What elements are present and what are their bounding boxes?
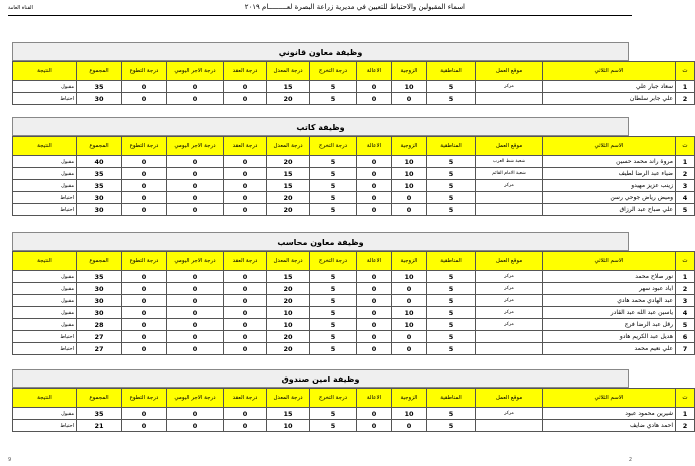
cell-daily-wage-score: 0	[167, 408, 224, 420]
cell-daily-wage-score: 0	[167, 420, 224, 432]
section-title: وظيفة معاون محاسب	[12, 232, 629, 251]
results-table	[12, 388, 695, 432]
cell-contract-score: 0	[224, 331, 267, 343]
cell-index: 5	[676, 319, 695, 331]
cell-dependents: 0	[357, 180, 392, 192]
cell-total: 40	[77, 156, 122, 168]
cell-marital: 10	[392, 307, 427, 319]
cell-gpa-score: 20	[267, 156, 310, 168]
cell-volunteer-score: 0	[122, 408, 167, 420]
cell-graduation-score: 5	[310, 271, 357, 283]
cell-regional: 5	[427, 168, 476, 180]
cell-marital: 10	[392, 180, 427, 192]
cell-total: 30	[77, 283, 122, 295]
column-header-daily-wage-score: درجة الاجر اليومي	[167, 252, 224, 271]
cell-marital: 10	[392, 81, 427, 93]
cell-total: 27	[77, 343, 122, 355]
section-assistant-accountant	[12, 232, 688, 355]
column-header-contract-score: درجة العقد	[224, 137, 267, 156]
cell-index: 3	[676, 180, 695, 192]
cell-total: 30	[77, 192, 122, 204]
cell-dependents: 0	[357, 307, 392, 319]
section-title: وظيفة كاتب	[12, 117, 629, 136]
cell-result: مقبول	[13, 307, 77, 319]
cell-work-location: مركز	[476, 180, 543, 192]
cell-graduation-score: 5	[310, 331, 357, 343]
table-row	[13, 408, 695, 420]
cell-marital: 0	[392, 331, 427, 343]
column-header-index: ت	[676, 62, 695, 81]
column-header-work-location: موقع العمل	[476, 62, 543, 81]
cell-contract-score: 0	[224, 408, 267, 420]
cell-gpa-score: 20	[267, 295, 310, 307]
cell-graduation-score: 5	[310, 93, 357, 105]
column-header-marital: الزوجية	[392, 137, 427, 156]
cell-gpa-score: 15	[267, 271, 310, 283]
cell-result: مقبول	[13, 283, 77, 295]
table-row	[13, 81, 695, 93]
cell-dependents: 0	[357, 192, 392, 204]
cell-dependents: 0	[357, 420, 392, 432]
column-header-dependents: الاعالة	[357, 137, 392, 156]
cell-graduation-score: 5	[310, 204, 357, 216]
cell-gpa-score: 10	[267, 307, 310, 319]
cell-regional: 5	[427, 156, 476, 168]
column-header-volunteer-score: درجة التطوع	[122, 389, 167, 408]
cell-volunteer-score: 0	[122, 319, 167, 331]
table-row	[13, 93, 695, 105]
cell-contract-score: 0	[224, 81, 267, 93]
cell-regional: 5	[427, 420, 476, 432]
cell-regional: 5	[427, 408, 476, 420]
cell-contract-score: 0	[224, 343, 267, 355]
cell-gpa-score: 10	[267, 420, 310, 432]
cell-graduation-score: 5	[310, 81, 357, 93]
cell-index: 7	[676, 343, 695, 355]
page-title: اسماء المقبولين والاحتياط للتعيين في مديرية زراعة البصرة لعـــــــــام ٢٠١٩	[244, 3, 465, 11]
cell-daily-wage-score: 0	[167, 331, 224, 343]
table-row	[13, 156, 695, 168]
column-header-daily-wage-score: درجة الاجر اليومي	[167, 62, 224, 81]
cell-regional: 5	[427, 271, 476, 283]
column-header-total: المجموع	[77, 252, 122, 271]
cell-name: ضياء عبد الرضا لطيف	[543, 168, 676, 180]
cell-daily-wage-score: 0	[167, 204, 224, 216]
column-header-contract-score: درجة العقد	[224, 389, 267, 408]
column-header-dependents: الاعالة	[357, 252, 392, 271]
cell-name: مروة راند محمد حسين	[543, 156, 676, 168]
cell-graduation-score: 5	[310, 420, 357, 432]
footer-page-right: 2	[628, 457, 632, 463]
cell-index: 1	[676, 156, 695, 168]
cell-name: عبد الهادي محمد هادي	[543, 295, 676, 307]
cell-name: نور صلاح محمد	[543, 271, 676, 283]
column-header-dependents: الاعالة	[357, 62, 392, 81]
column-header-daily-wage-score: درجة الاجر اليومي	[167, 389, 224, 408]
column-header-volunteer-score: درجة التطوع	[122, 62, 167, 81]
cell-marital: 0	[392, 283, 427, 295]
cell-volunteer-score: 0	[122, 93, 167, 105]
cell-volunteer-score: 0	[122, 420, 167, 432]
column-header-result: النتيجة	[13, 389, 77, 408]
cell-dependents: 0	[357, 93, 392, 105]
cell-index: 2	[676, 168, 695, 180]
cell-daily-wage-score: 0	[167, 307, 224, 319]
cell-gpa-score: 15	[267, 81, 310, 93]
column-header-total: المجموع	[77, 389, 122, 408]
results-table	[12, 251, 695, 355]
table-row	[13, 420, 695, 432]
cell-contract-score: 0	[224, 295, 267, 307]
column-header-gpa-score: درجة المعدل	[267, 137, 310, 156]
cell-regional: 5	[427, 331, 476, 343]
cell-work-location	[476, 420, 543, 432]
table-row	[13, 192, 695, 204]
column-header-name: الاسم الثلاثي	[543, 137, 676, 156]
cell-total: 35	[77, 408, 122, 420]
column-header-graduation-score: درجة التخرج	[310, 389, 357, 408]
cell-daily-wage-score: 0	[167, 93, 224, 105]
cell-regional: 5	[427, 307, 476, 319]
cell-index: 2	[676, 283, 695, 295]
cell-daily-wage-score: 0	[167, 295, 224, 307]
section-legal-assistant	[12, 42, 688, 105]
cell-gpa-score: 15	[267, 180, 310, 192]
column-header-volunteer-score: درجة التطوع	[122, 137, 167, 156]
cell-result: احتياط	[13, 192, 77, 204]
cell-dependents: 0	[357, 168, 392, 180]
cell-name: علي نعيم محمد	[543, 343, 676, 355]
cell-volunteer-score: 0	[122, 343, 167, 355]
cell-daily-wage-score: 0	[167, 271, 224, 283]
column-header-contract-score: درجة العقد	[224, 252, 267, 271]
section-title: وظيفة امين صندوق	[12, 369, 629, 388]
cell-dependents: 0	[357, 204, 392, 216]
cell-work-location	[476, 204, 543, 216]
column-header-marital: الزوجية	[392, 252, 427, 271]
column-header-regional: المناطقية	[427, 137, 476, 156]
table-row	[13, 307, 695, 319]
cell-dependents: 0	[357, 319, 392, 331]
cell-dependents: 0	[357, 283, 392, 295]
cell-result: مقبول	[13, 319, 77, 331]
cell-work-location	[476, 93, 543, 105]
cell-volunteer-score: 0	[122, 331, 167, 343]
cell-result: مقبول	[13, 408, 77, 420]
cell-contract-score: 0	[224, 156, 267, 168]
cell-volunteer-score: 0	[122, 156, 167, 168]
column-header-work-location: موقع العمل	[476, 137, 543, 156]
column-header-regional: المناطقية	[427, 62, 476, 81]
table-row	[13, 168, 695, 180]
column-header-name: الاسم الثلاثي	[543, 252, 676, 271]
cell-daily-wage-score: 0	[167, 180, 224, 192]
cell-index: 2	[676, 420, 695, 432]
column-header-volunteer-score: درجة التطوع	[122, 252, 167, 271]
table-row	[13, 180, 695, 192]
cell-work-location: مركز	[476, 271, 543, 283]
footer-page-left: 9	[8, 457, 12, 463]
cell-daily-wage-score: 0	[167, 343, 224, 355]
column-header-gpa-score: درجة المعدل	[267, 389, 310, 408]
cell-daily-wage-score: 0	[167, 168, 224, 180]
cell-total: 21	[77, 420, 122, 432]
cell-graduation-score: 5	[310, 283, 357, 295]
cell-result: مقبول	[13, 180, 77, 192]
column-header-name: الاسم الثلاثي	[543, 389, 676, 408]
cell-gpa-score: 20	[267, 192, 310, 204]
cell-regional: 5	[427, 295, 476, 307]
cell-result: مقبول	[13, 81, 77, 93]
cell-name: اياد عبود سهر	[543, 283, 676, 295]
cell-total: 35	[77, 271, 122, 283]
cell-contract-score: 0	[224, 283, 267, 295]
cell-index: 5	[676, 204, 695, 216]
cell-total: 35	[77, 168, 122, 180]
cell-graduation-score: 5	[310, 295, 357, 307]
table-row	[13, 295, 695, 307]
cell-work-location: شعبة الامام القائم	[476, 168, 543, 180]
cell-dependents: 0	[357, 271, 392, 283]
column-header-marital: الزوجية	[392, 389, 427, 408]
cell-total: 30	[77, 93, 122, 105]
cell-name: علي صباح عبد الرزاق	[543, 204, 676, 216]
cell-contract-score: 0	[224, 271, 267, 283]
cell-marital: 0	[392, 343, 427, 355]
cell-graduation-score: 5	[310, 319, 357, 331]
column-header-index: ت	[676, 252, 695, 271]
cell-result: مقبول	[13, 156, 77, 168]
cell-dependents: 0	[357, 295, 392, 307]
cell-contract-score: 0	[224, 192, 267, 204]
section-cashier	[12, 369, 688, 432]
cell-graduation-score: 5	[310, 307, 357, 319]
cell-gpa-score: 20	[267, 204, 310, 216]
cell-gpa-score: 20	[267, 283, 310, 295]
cell-volunteer-score: 0	[122, 204, 167, 216]
table-row	[13, 343, 695, 355]
cell-result: احتياط	[13, 331, 77, 343]
cell-name: رقل عبد الرضا فرج	[543, 319, 676, 331]
cell-gpa-score: 15	[267, 408, 310, 420]
cell-marital: 10	[392, 156, 427, 168]
cell-work-location	[476, 331, 543, 343]
cell-contract-score: 0	[224, 180, 267, 192]
cell-name: ياسين عبد الله عبد القادر	[543, 307, 676, 319]
cell-work-location: مركز	[476, 319, 543, 331]
cell-volunteer-score: 0	[122, 81, 167, 93]
cell-name: علي جابر سلطان	[543, 93, 676, 105]
page-header	[0, 2, 640, 16]
cell-marital: 10	[392, 408, 427, 420]
cell-daily-wage-score: 0	[167, 192, 224, 204]
cell-index: 1	[676, 408, 695, 420]
cell-graduation-score: 5	[310, 180, 357, 192]
cell-contract-score: 0	[224, 307, 267, 319]
cell-gpa-score: 15	[267, 168, 310, 180]
cell-total: 28	[77, 319, 122, 331]
column-header-gpa-score: درجة المعدل	[267, 252, 310, 271]
cell-marital: 0	[392, 420, 427, 432]
section-clerk	[12, 117, 688, 216]
cell-regional: 5	[427, 192, 476, 204]
cell-gpa-score: 10	[267, 319, 310, 331]
cell-marital: 10	[392, 168, 427, 180]
cell-gpa-score: 20	[267, 331, 310, 343]
cell-regional: 5	[427, 319, 476, 331]
column-header-index: ت	[676, 137, 695, 156]
cell-work-location	[476, 192, 543, 204]
cell-work-location: شعبة شط العرب	[476, 156, 543, 168]
column-header-result: النتيجة	[13, 252, 77, 271]
table-row	[13, 319, 695, 331]
cell-name: هديل عبد الكريم هادو	[543, 331, 676, 343]
cell-volunteer-score: 0	[122, 180, 167, 192]
header-divider	[8, 15, 632, 16]
cell-name: زينب عزيز مهيدو	[543, 180, 676, 192]
cell-dependents: 0	[357, 408, 392, 420]
cell-marital: 10	[392, 319, 427, 331]
table-row	[13, 271, 695, 283]
column-header-total: المجموع	[77, 137, 122, 156]
cell-work-location	[476, 343, 543, 355]
column-header-graduation-score: درجة التخرج	[310, 252, 357, 271]
column-header-marital: الزوجية	[392, 62, 427, 81]
cell-marital: 0	[392, 204, 427, 216]
cell-daily-wage-score: 0	[167, 81, 224, 93]
column-header-work-location: موقع العمل	[476, 389, 543, 408]
cell-work-location: مركز	[476, 283, 543, 295]
cell-result: احتياط	[13, 343, 77, 355]
cell-result: مقبول	[13, 168, 77, 180]
cell-result: احتياط	[13, 420, 77, 432]
cell-regional: 5	[427, 180, 476, 192]
table-row	[13, 204, 695, 216]
cell-result: مقبول	[13, 271, 77, 283]
table-row	[13, 331, 695, 343]
section-title: وظيفة معاون قانوني	[12, 42, 629, 61]
cell-total: 35	[77, 81, 122, 93]
cell-contract-score: 0	[224, 319, 267, 331]
cell-volunteer-score: 0	[122, 168, 167, 180]
cell-index: 1	[676, 81, 695, 93]
column-header-regional: المناطقية	[427, 389, 476, 408]
cell-name: شيرين محمود عبود	[543, 408, 676, 420]
cell-index: 2	[676, 93, 695, 105]
column-header-dependents: الاعالة	[357, 389, 392, 408]
cell-total: 30	[77, 307, 122, 319]
cell-graduation-score: 5	[310, 168, 357, 180]
cell-marital: 0	[392, 192, 427, 204]
column-header-graduation-score: درجة التخرج	[310, 62, 357, 81]
cell-work-location: مركز	[476, 408, 543, 420]
cell-graduation-score: 5	[310, 156, 357, 168]
column-header-result: النتيجة	[13, 137, 77, 156]
cell-regional: 5	[427, 343, 476, 355]
cell-total: 27	[77, 331, 122, 343]
cell-volunteer-score: 0	[122, 283, 167, 295]
cell-result: احتياط	[13, 204, 77, 216]
cell-result: مقبول	[13, 295, 77, 307]
cell-daily-wage-score: 0	[167, 156, 224, 168]
table-row	[13, 283, 695, 295]
cell-index: 4	[676, 192, 695, 204]
results-table	[12, 61, 695, 105]
cell-total: 30	[77, 204, 122, 216]
cell-contract-score: 0	[224, 93, 267, 105]
cell-volunteer-score: 0	[122, 307, 167, 319]
cell-contract-score: 0	[224, 168, 267, 180]
cell-gpa-score: 20	[267, 343, 310, 355]
column-header-work-location: موقع العمل	[476, 252, 543, 271]
cell-dependents: 0	[357, 81, 392, 93]
cell-marital: 10	[392, 271, 427, 283]
column-header-total: المجموع	[77, 62, 122, 81]
column-header-graduation-score: درجة التخرج	[310, 137, 357, 156]
cell-name: احمد هادي ضايف	[543, 420, 676, 432]
cell-index: 4	[676, 307, 695, 319]
cell-graduation-score: 5	[310, 408, 357, 420]
cell-regional: 5	[427, 81, 476, 93]
cell-total: 35	[77, 180, 122, 192]
cell-regional: 5	[427, 283, 476, 295]
column-header-index: ت	[676, 389, 695, 408]
cell-dependents: 0	[357, 343, 392, 355]
cell-total: 30	[77, 295, 122, 307]
cell-name: سعاد جبار علي	[543, 81, 676, 93]
column-header-name: الاسم الثلاثي	[543, 62, 676, 81]
cell-volunteer-score: 0	[122, 271, 167, 283]
cell-daily-wage-score: 0	[167, 283, 224, 295]
cell-graduation-score: 5	[310, 343, 357, 355]
column-header-daily-wage-score: درجة الاجر اليومي	[167, 137, 224, 156]
cell-index: 3	[676, 295, 695, 307]
cell-regional: 5	[427, 93, 476, 105]
cell-index: 6	[676, 331, 695, 343]
cell-result: احتياط	[13, 93, 77, 105]
cell-daily-wage-score: 0	[167, 319, 224, 331]
cell-dependents: 0	[357, 156, 392, 168]
cell-work-location: مركز	[476, 81, 543, 93]
cell-dependents: 0	[357, 331, 392, 343]
cell-work-location: مركز	[476, 307, 543, 319]
cell-marital: 0	[392, 93, 427, 105]
cell-regional: 5	[427, 204, 476, 216]
column-header-result: النتيجة	[13, 62, 77, 81]
cell-contract-score: 0	[224, 420, 267, 432]
cell-index: 1	[676, 271, 695, 283]
cell-gpa-score: 20	[267, 93, 310, 105]
cell-volunteer-score: 0	[122, 192, 167, 204]
results-table	[12, 136, 695, 216]
cell-graduation-score: 5	[310, 192, 357, 204]
cell-volunteer-score: 0	[122, 295, 167, 307]
column-header-contract-score: درجة العقد	[224, 62, 267, 81]
column-header-regional: المناطقية	[427, 252, 476, 271]
column-header-gpa-score: درجة المعدل	[267, 62, 310, 81]
cell-name: وميض رياض جوحي رسن	[543, 192, 676, 204]
channel-label: القناة العامة	[8, 5, 33, 11]
cell-contract-score: 0	[224, 204, 267, 216]
cell-work-location: مركز	[476, 295, 543, 307]
cell-marital: 0	[392, 295, 427, 307]
